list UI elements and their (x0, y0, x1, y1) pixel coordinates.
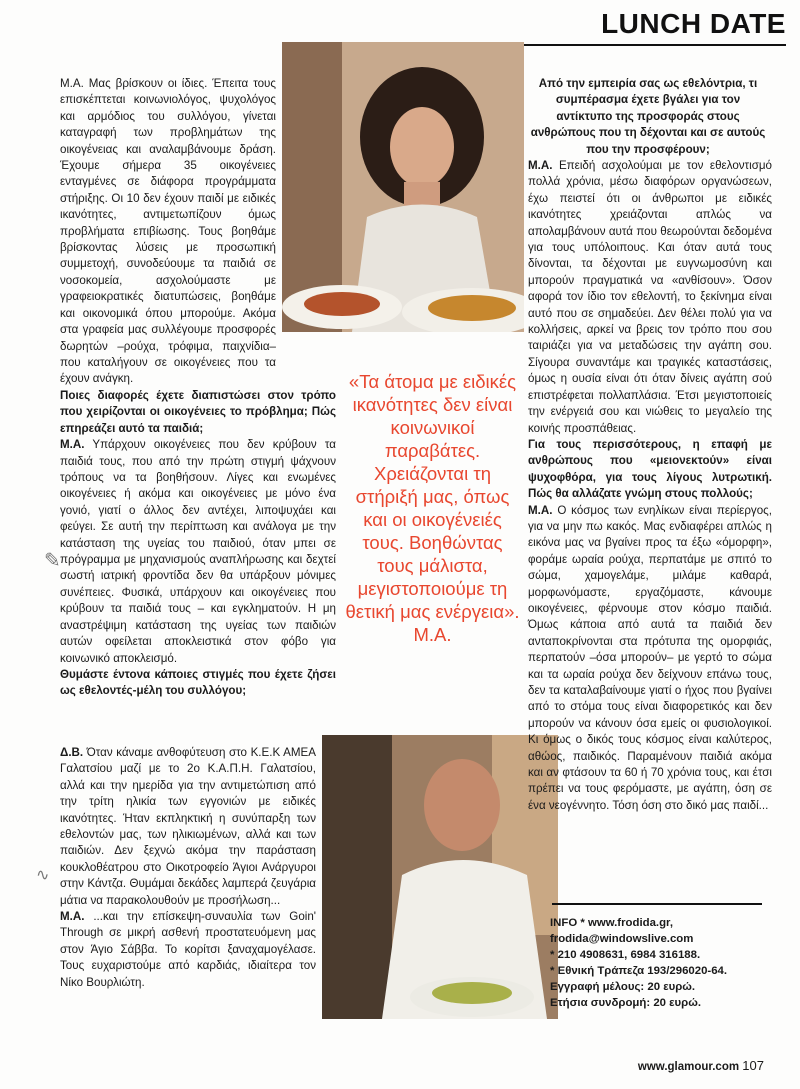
photo-man (322, 735, 558, 1019)
right-column-answer-1 (528, 158, 772, 814)
question: Από την εμπειρία σας ως εθελόντρια, τι συμπέρασμα έχετε βγάλει για τον αντίκτυπο της προσφοράς στους ανθρώπους που τη δέχονται και σε αυτούς που την προσφέρουν; (530, 77, 766, 156)
speaker-initials: Μ.Α. (60, 438, 85, 452)
speaker-initials: Δ.Β. (60, 746, 84, 759)
footer-site: www.glamour.com (637, 1061, 740, 1073)
section-title: LUNCH DATE (601, 8, 786, 39)
photo-woman-illustration (282, 42, 524, 332)
paragraph (60, 745, 316, 909)
info-rule (552, 903, 762, 905)
photo-woman (282, 42, 524, 332)
info-website-line (550, 915, 780, 931)
paragraph (528, 158, 772, 437)
answer-text: Υπάρχουν οικογένειες που δεν κρύβουν τα παιδιά τους, που από την πρώτη στιγμή ψάχνουν τρόπους να τα βοηθήσουν. Λίγες και ενωμένες οικογένειες ή ακόμα και οικογένειες με μόνο ένα γονιό, γιατί ο άλλος δεν αντέχει, λιποψυχάει και φεύγει. Σε αυτή την περίπτωση και ανάλογα με την κατάσταση της υγείας του παιδιού, όταν μπει σε πρόγραμμα με μηχανισμούς αναπλήρωσης και δεχτεί σωστή ιατρική φροντίδα δεν θα υπάρξουν μόνιμες συνέπειες. Φυσικά, υπάρχουν και οικογένειες που κρύβουν τα παιδιά τους – και εγκληματούν. Η μη αναστρέψιμη κατάσταση της υγείας των παιδιών αυτών οφείλεται αποκλειστικά στον φόβο για κοινωνικό αποκλεισμό. (60, 438, 336, 665)
question: Θυμάστε έντονα κάποιες στιγμές που έχετε ζήσει ως εθελοντές-μέλη του συλλόγου; (60, 667, 336, 698)
info-box (550, 915, 780, 1011)
info-email: frodida@windowslive.com (550, 933, 694, 945)
photo-man-illustration (322, 735, 558, 1019)
question: Για τους περισσότερους, η επαφή με ανθρώπους που «μειονεκτούν» είναι ψυχοφθόρα, για τους λίγους λυτρωτική. Πώς θα αλλάζατε γνώμη στους πολλούς; (528, 437, 772, 501)
paragraph (528, 503, 772, 815)
paragraph (60, 437, 336, 667)
paragraph (60, 909, 316, 991)
paragraph: Μ.Α. Μας βρίσκουν οι ίδιες. Έπειτα τους επισκέπτεται κοινωνιολόγος, ψυχολόγος και αρμόδιος του συλλόγου, γίνεται καταγραφή των προβλημάτων της οικογένειας και αναλαμβάνουμε δράση. Έχουμε σήμερα 35 οικογένειες ενταγμένες σε διάφορα προγράμματα στήριξης. Οι 10 δεν έχουν παιδί με ειδικές ικανότητες, αντιμετωπίζουν όμως προβλήματα επιβίωσης. Τους βοηθάμε βρίσκοντας λύσεις με προσωπική συμμετοχή, συνοδεύουμε τα παιδιά σε νοσοκομεία, ασχολούμαστε με γραφειοκρατικές διατυπώσεις, βοηθάμε και οικονομικά όπου μπορούμε. Ακόμα στα γραφεία μας συλλέγουμε προσφορές δωρητών –ρούχα, τρόφιμα, παιχνίδια– που καταλήγουν σε οικογένειες που τα έχουν ανάγκη. (60, 77, 276, 386)
pen-mark: ∿ (36, 865, 50, 884)
info-label: INFO * (550, 917, 585, 929)
speaker-initials: Μ.Α. (60, 910, 85, 924)
speaker-initials: Μ.Α. (528, 159, 553, 172)
answer-text: Επειδή ασχολούμαι με τον εθελοντισμό πολλά χρόνια, μέσω διαφόρων οργανώσεων, έχω πειστεί ότι οι άνθρωποι με ειδικές ικανότητες χρειάζονται απλώς να απολαμβάνουν αυτά που θεωρούνται δεδομένα για τους υπόλοιπους. Και όταν αυτά τους δίνονται, τα δέχονται με ευγνωμοσύνη και μπορούν πραγματικά να «ανθίσουν». Όσον αφορά τον ίδιο τον εθελοντή, το ξεκίνημα είναι αυτό που σε σημαδεύει. Δεν θέλει πολύ για να κολλήσεις, αρκεί να βρεις τον τρόπο που σου ταιριάζει για να μεταδώσεις την αγάπη σου. Σίγουρα συναντάμε και τραγικές καταστάσεις, όμως η ουσία είναι ότι όταν δίνεις αγάπη σού επιστρέφεται πολλαπλάσια. Έτσι μεγιστοποιείς την ενέργειά σου και νιώθεις το μεγαλείο της κοινής προσπάθειας. (528, 159, 772, 435)
left-column-top (60, 76, 276, 388)
left-column-middle (60, 388, 336, 700)
info-phone: * 210 4908631, 6984 316188. (550, 949, 701, 961)
info-bank: * Εθνική Τράπεζα 193/296020-64. (550, 965, 728, 977)
question: Ποιες διαφορές έχετε διαπιστώσει στον τρόπο που χειρίζονται οι οικογένειες το πρόβλημα; Πώς επηρεάζει αυτό τα παιδιά; (60, 389, 336, 435)
page-footer (638, 1058, 764, 1073)
pull-quote: «Τα άτομα με ειδικές ικανότητες δεν είναι κοινωνικοί παραβάτες. Χρειάζονται τη στήριξή μας, όπως και οι οικογένειές τους. Βοηθώντας τους μάλιστα, μεγιστοποιούμε τη θετική μας ενέργεια». Μ.Α. (345, 371, 520, 645)
answer-text: Όταν κάναμε ανθοφύτευση στο Κ.Ε.Κ ΑΜΕΑ Γαλατσίου μαζί με το 2ο Κ.Α.Π.Η. Γαλατσίου, αλλά και την ημερίδα για την αντιμετώπιση από την τρίτη ηλικία των εγγονιών με ειδικές ικανότητες. Ήταν εκπληκτική η συνύπαρξη των εθελοντών μας, των ηλικιωμένων, αλλά και των παιδιών. Δεν ξεχνώ ακόμα την παράσταση κουκλοθέατρου στο Οικοτροφείο Άγιοι Ανάργυροι στην Κάντζα. Θυμάμαι δεκάδες λαμπερά ζευγάρια μάτια να παρακολουθούν με προσήλωση... (60, 746, 316, 907)
right-column-top (528, 76, 768, 158)
info-annual: Ετήσια συνδρομή: 20 ευρώ. (550, 997, 702, 1009)
header-rule (520, 44, 786, 46)
answer-text: Ο κόσμος των ενηλίκων είναι περίεργος, για να μην πω κακός. Μας ενδιαφέρει απλώς η εικόνα μας να βγαίνει προς τα έξω «όμορφη», φοράμε ωραία ρούχα, περπατάμε με σπιτό το σώμα, χαμογελάμε, μιλάμε καθαρά, μορφωνόμαστε, εργαζόμαστε, κάνουμε οικογένειες, φέρνουμε στον κόσμο παιδιά. Όμως κάποια από αυτά τα παιδιά δεν ανταποκρίνονται στα πρότυπα της ομορφιάς, περπατούν –όσα μπορούν– με γερτό το σώμα και τα ωραία ρούχα δεν δείχνουν επάνω τους, δεν τα καταλαβαίνουμε γιατί ο ήχος που βγαίνει από το στόμα τους είναι διαφορετικός και δεν μπορούν να κάνουν όσα εμείς οι φυσιολογικοί. Κι όμως ο δικός τους κόσμος είναι καλύτερος, αθώος, παιδικός. Παραμένουν παιδιά ακόμα και αν φτάσουν τα 60 ή 70 χρόνια τους, και έτσι πρέπει να τους φερόμαστε, με αγάπη, όση σε ένα νεογέννητο. Τόση όση στο δικό μας παιδί... (528, 503, 772, 812)
answer-text: ...και την επίσκεψη-συναυλία των Goin' Through σε μικρή ασθενή προστατευόμενη μας στον Άγιο Σάββα. Το κορίτσι ξαναχαμογέλασε. Τους ευχαριστούμε από καρδιάς, ιδιαίτερα τον Νίκο Βουρλιώτη. (60, 910, 316, 989)
info-website: www.frodida.gr, (587, 917, 673, 929)
page-number: 107 (742, 1058, 764, 1073)
speaker-initials: Μ.Α. (528, 503, 553, 517)
info-registration: Εγγραφή μέλους: 20 ευρώ. (550, 981, 696, 993)
left-column-bottom (60, 745, 316, 991)
pen-mark: ✎ (44, 548, 61, 572)
